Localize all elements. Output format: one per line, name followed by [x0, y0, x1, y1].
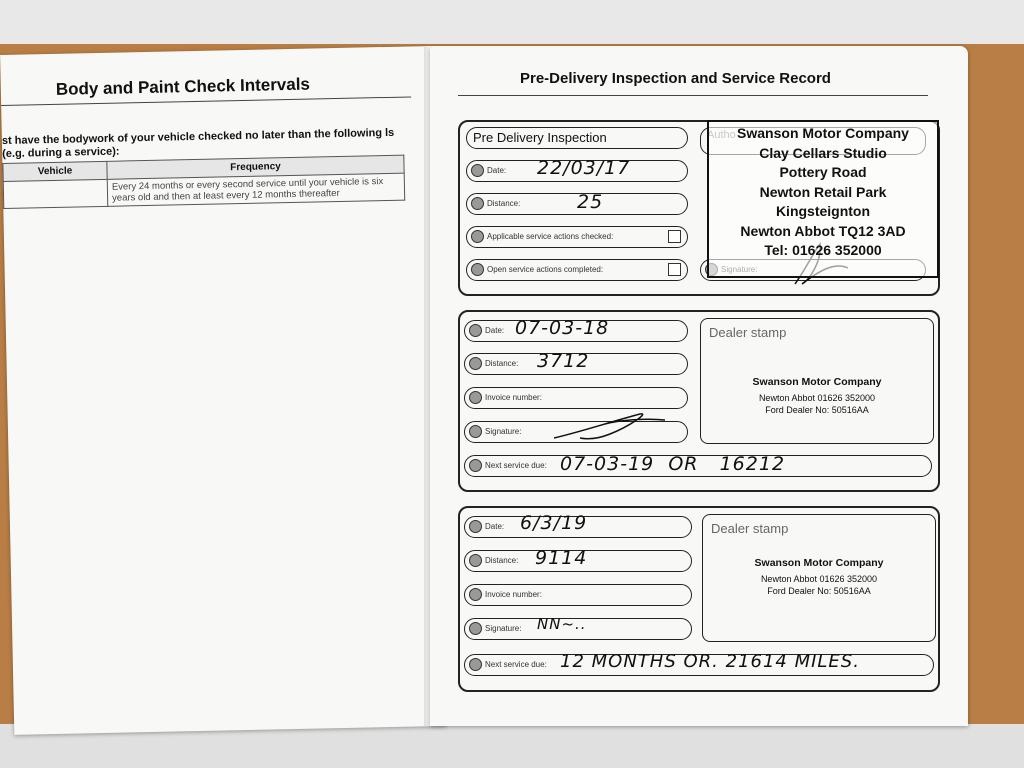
field-label: Distance: — [487, 199, 521, 208]
left-page-title: Body and Paint Check Intervals — [55, 74, 311, 99]
handwritten-value: 6/3/19 — [520, 512, 588, 534]
field-label: Distance: — [485, 556, 519, 565]
pdi-date-field[interactable] — [466, 157, 688, 182]
signature-scribble — [550, 404, 670, 444]
field-label: Next service due: — [485, 660, 547, 669]
stamp-line: Newton Retail Park — [759, 183, 887, 200]
handwritten-value: 3712 — [537, 350, 590, 372]
service-card-2 — [458, 506, 940, 692]
left-page — [0, 46, 446, 735]
field-label: Date: — [485, 522, 505, 531]
right-page — [430, 46, 968, 726]
dealer-stamp-label: Dealer stamp — [711, 521, 789, 536]
service-invoice-field[interactable] — [464, 584, 692, 606]
pdi-actions-checked-field[interactable] — [466, 226, 688, 248]
radio-dot-icon — [471, 230, 484, 243]
handwritten-value: 22/03/17 — [537, 157, 631, 179]
stamp-line: Newton Abbot 01626 352000 — [760, 574, 878, 584]
stamp-company: Swanson Motor Company — [754, 557, 884, 569]
radio-dot-icon — [469, 554, 482, 567]
table-header-frequency: Frequency — [107, 155, 404, 179]
radio-dot-icon — [469, 324, 482, 337]
service-card-1 — [458, 310, 940, 492]
right-page-title: Pre-Delivery Inspection and Service Record — [520, 70, 831, 87]
service-distance-field[interactable] — [464, 547, 692, 572]
field-label: Date: — [485, 326, 505, 335]
pdi-actions-completed-field[interactable] — [466, 259, 688, 281]
field-label: Applicable service actions checked: — [487, 232, 614, 241]
stamp-line: Pottery Road — [779, 164, 867, 180]
field-label: Signature: — [485, 427, 522, 436]
field-label: Invoice number: — [485, 590, 542, 599]
radio-dot-icon — [469, 622, 482, 635]
field-label: Date: — [487, 166, 507, 175]
pdi-distance-field[interactable] — [466, 193, 688, 215]
service-distance-field[interactable] — [464, 350, 688, 375]
next-service-field[interactable] — [464, 651, 934, 676]
table-cell — [3, 179, 108, 208]
field-label: Open service actions completed: — [487, 265, 604, 274]
handwritten-value: 12 MONTHS OR. 21614 MILES. — [560, 651, 860, 672]
stamp-line: Ford Dealer No: 50516AA — [767, 586, 871, 596]
radio-dot-icon — [469, 588, 482, 601]
checkbox-icon[interactable] — [668, 230, 681, 243]
radio-dot-icon — [469, 425, 482, 438]
handwritten-value: 9114 — [535, 547, 588, 569]
pdi-heading: Pre Delivery Inspection — [466, 127, 688, 149]
radio-dot-icon — [471, 164, 484, 177]
stamp-line: Tel: 01626 352000 — [764, 242, 882, 258]
radio-dot-icon — [471, 263, 484, 276]
next-service-field[interactable] — [464, 455, 932, 477]
stamp-company: Swanson Motor Company — [752, 376, 882, 388]
handwritten-value: NN~.. — [537, 615, 587, 633]
radio-dot-icon — [469, 459, 482, 472]
interval-table — [2, 155, 405, 209]
divider — [458, 95, 928, 96]
table-cell: Every 24 months or every second service until your vehicle is six years old and then at least every 12 months thereafter — [107, 173, 405, 206]
service-date-field[interactable] — [464, 512, 692, 538]
stamp-line: Swanson Motor Company — [737, 125, 909, 141]
radio-dot-icon — [469, 658, 482, 671]
radio-dot-icon — [469, 357, 482, 370]
dealer-stamp-label: Dealer stamp — [709, 325, 787, 340]
stamp-line: Clay Cellars Studio — [759, 144, 887, 161]
radio-dot-icon — [469, 391, 482, 404]
handwritten-value: 25 — [577, 191, 604, 213]
table-header-vehicle: Vehicle — [3, 161, 107, 181]
field-label: Invoice number: — [485, 393, 542, 402]
field-label: Distance: — [485, 359, 519, 368]
dealer-stamp-box — [702, 514, 936, 642]
stamp-line: Newton Abbot 01626 352000 — [758, 393, 876, 403]
stamp-line: Ford Dealer No: 50516AA — [765, 405, 869, 415]
field-label: Next service due: — [485, 461, 547, 470]
radio-dot-icon — [471, 197, 484, 210]
radio-dot-icon — [469, 520, 482, 533]
handwritten-value: 07-03-18 — [515, 317, 610, 339]
checkbox-icon[interactable] — [668, 263, 681, 276]
field-label: Signature: — [485, 624, 522, 633]
dealer-stamp-box — [700, 318, 934, 444]
dealer-address-stamp — [707, 120, 939, 278]
left-page-intro: st have the bodywork of your vehicle checked no later than the following ls (e.g. during a service): — [1, 126, 395, 161]
service-date-field[interactable] — [464, 317, 688, 342]
service-signature-field[interactable] — [464, 615, 692, 640]
stamp-line: Kingsteignton — [775, 203, 871, 219]
stamp-line: Newton Abbot TQ12 3AD — [740, 222, 906, 239]
handwritten-value: 07-03-19 OR 16212 — [560, 453, 786, 475]
